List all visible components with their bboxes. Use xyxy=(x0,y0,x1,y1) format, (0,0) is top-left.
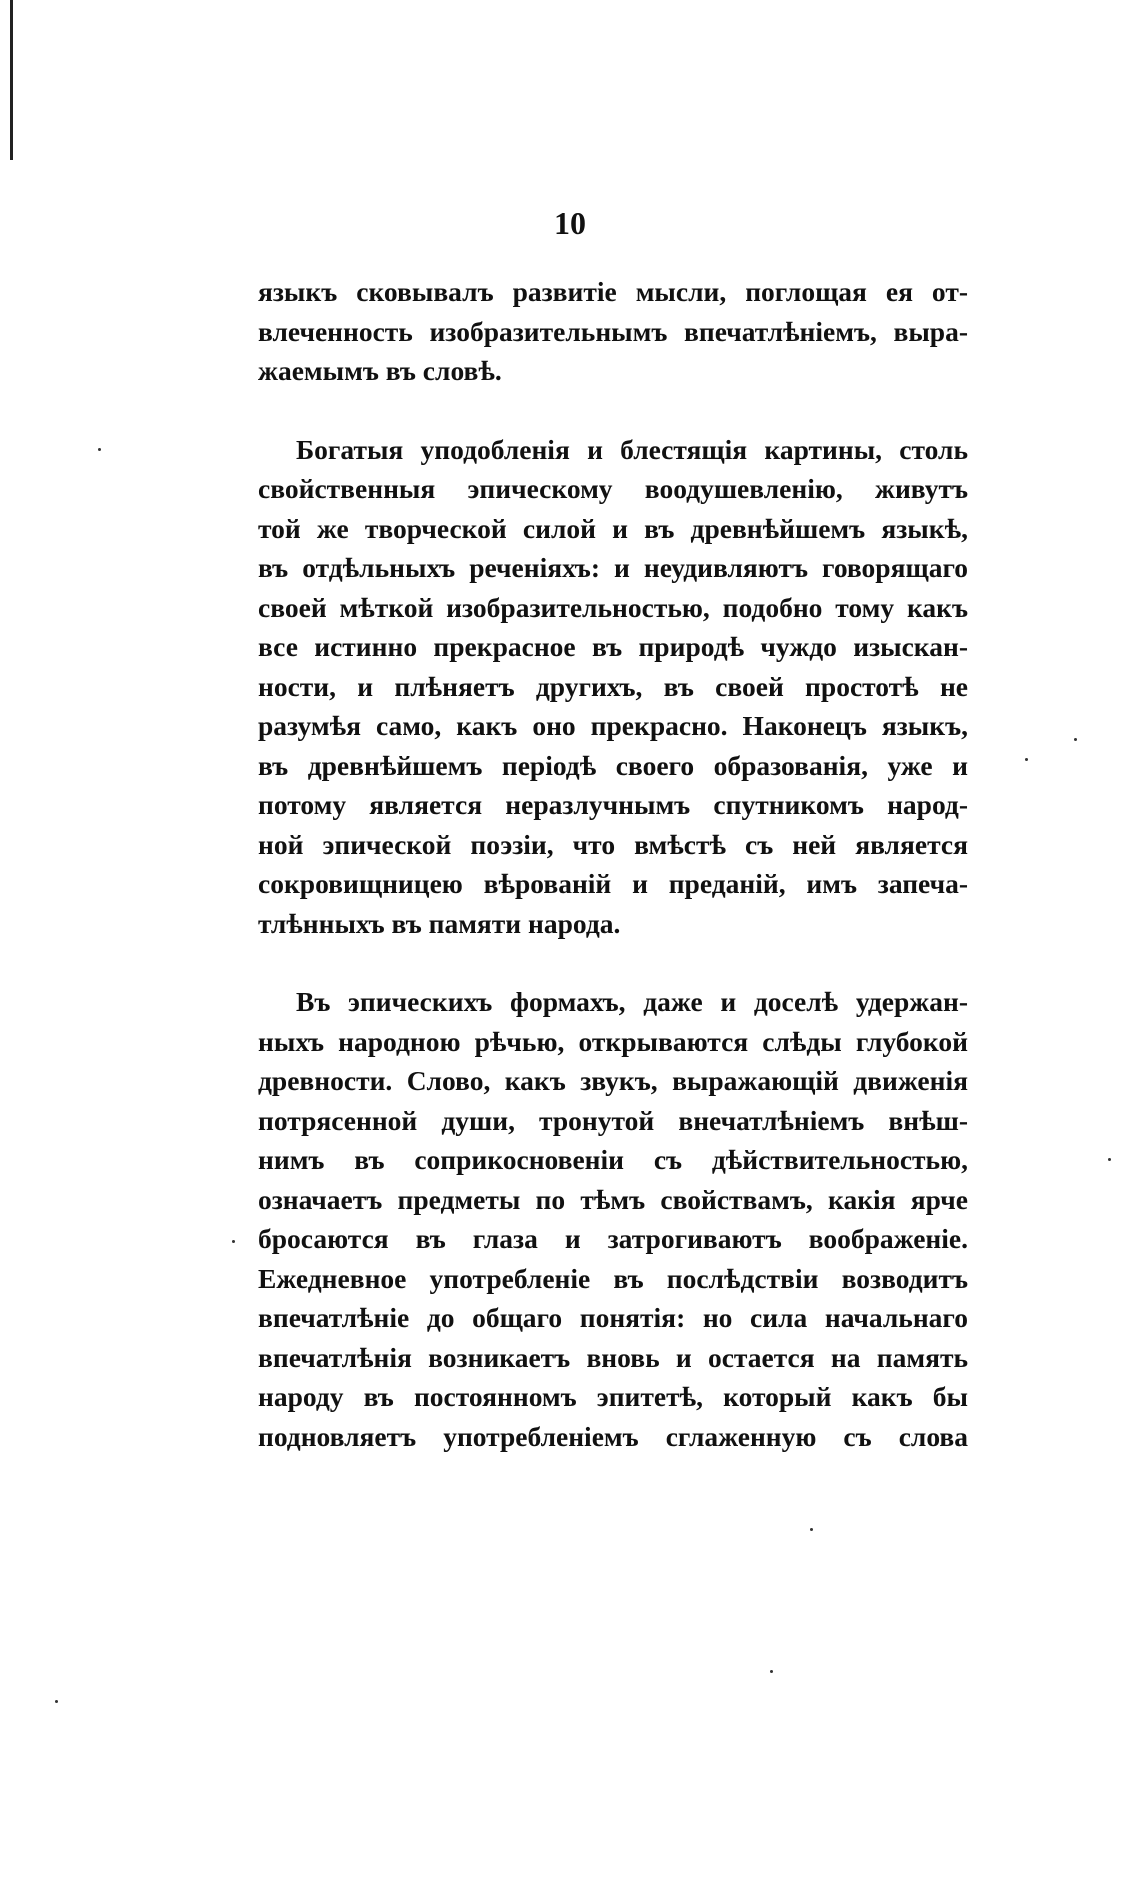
text-line: означаетъ предметы по тѣмъ свойствамъ, какія ярче xyxy=(258,1183,968,1215)
scan-speck xyxy=(55,1700,58,1703)
text-line: бросаются въ глаза и затрогиваютъ воображеніе. xyxy=(258,1223,968,1254)
text-line: разумѣя само, какъ оно прекрасно. Наконецъ языкъ, xyxy=(258,710,968,741)
text-line: все истинно прекрасное въ природѣ чуждо изыскан- xyxy=(258,631,968,662)
text-line: ной эпической поэзіи, что вмѣстѣ съ ней является xyxy=(258,828,968,860)
text-line: своей мѣткой изобразительностью, подобно тому какъ xyxy=(258,591,968,623)
text-line: ности, и плѣняетъ другихъ, въ своей простотѣ не xyxy=(258,670,968,702)
scan-speck xyxy=(98,448,101,451)
text-line: народу въ постоянномъ эпитетѣ, который какъ бы xyxy=(258,1381,968,1412)
body-text xyxy=(258,272,968,1456)
text-line: Богатыя уподобленія и блестящія картины, столь xyxy=(296,433,968,465)
paragraph-2 xyxy=(258,430,968,944)
text-line: языкъ сковывалъ развитіе мысли, поглощая ея от- xyxy=(258,276,968,307)
scan-speck xyxy=(810,1528,813,1531)
text-line: потому является неразлучнымъ спутникомъ народ- xyxy=(258,789,968,820)
text-line: нимъ въ соприкосновеніи съ дѣйствительностью, xyxy=(258,1144,968,1175)
text-line: той же творческой силой и въ древнѣйшемъ языкѣ, xyxy=(258,512,968,544)
text-line: въ древнѣйшемъ періодѣ своего образованія, уже и xyxy=(258,749,968,781)
text-line: ныхъ народною рѣчью, открываются слѣды глубокой xyxy=(258,1025,968,1057)
text-line: свойственныя эпическому воодушевленію, живутъ xyxy=(258,473,968,504)
page-edge-shadow xyxy=(10,0,13,160)
paragraph-1 xyxy=(258,272,968,391)
scan-speck xyxy=(770,1670,773,1673)
scan-speck xyxy=(1074,738,1077,741)
text-line: влеченность изобразительнымъ впечатлѣніемъ, выра- xyxy=(258,315,968,347)
paragraph-3 xyxy=(258,982,968,1456)
scan-speck xyxy=(1108,1158,1111,1161)
scan-speck xyxy=(1025,758,1028,761)
text-line: подновляетъ употребленіемъ сглаженную съ слова xyxy=(258,1420,968,1452)
page-number: 10 xyxy=(554,205,586,241)
text-line: впечатлѣнія возникаетъ вновь и остается на память xyxy=(258,1341,968,1373)
text-line: въ отдѣльныхъ реченіяхъ: и неудивляютъ говорящаго xyxy=(258,552,968,583)
text-line: Ежедневное употребленіе въ послѣдствіи возводитъ xyxy=(258,1262,968,1294)
text-line: древности. Слово, какъ звукъ, выражающій движенія xyxy=(258,1065,968,1096)
text-line: Въ эпическихъ формахъ, даже и доселѣ удержан- xyxy=(296,986,968,1017)
text-line: тлѣнныхъ въ памяти народа. xyxy=(258,907,621,939)
text-line: потрясенной души, тронутой внечатлѣніемъ внѣш- xyxy=(258,1104,968,1136)
text-line: сокровищницею вѣрованій и преданій, имъ запеча- xyxy=(258,868,968,899)
text-line: впечатлѣніе до общаго понятія: но сила начальнаго xyxy=(258,1302,968,1333)
text-line: жаемымъ въ словѣ. xyxy=(258,355,502,386)
scan-speck xyxy=(232,1240,235,1243)
